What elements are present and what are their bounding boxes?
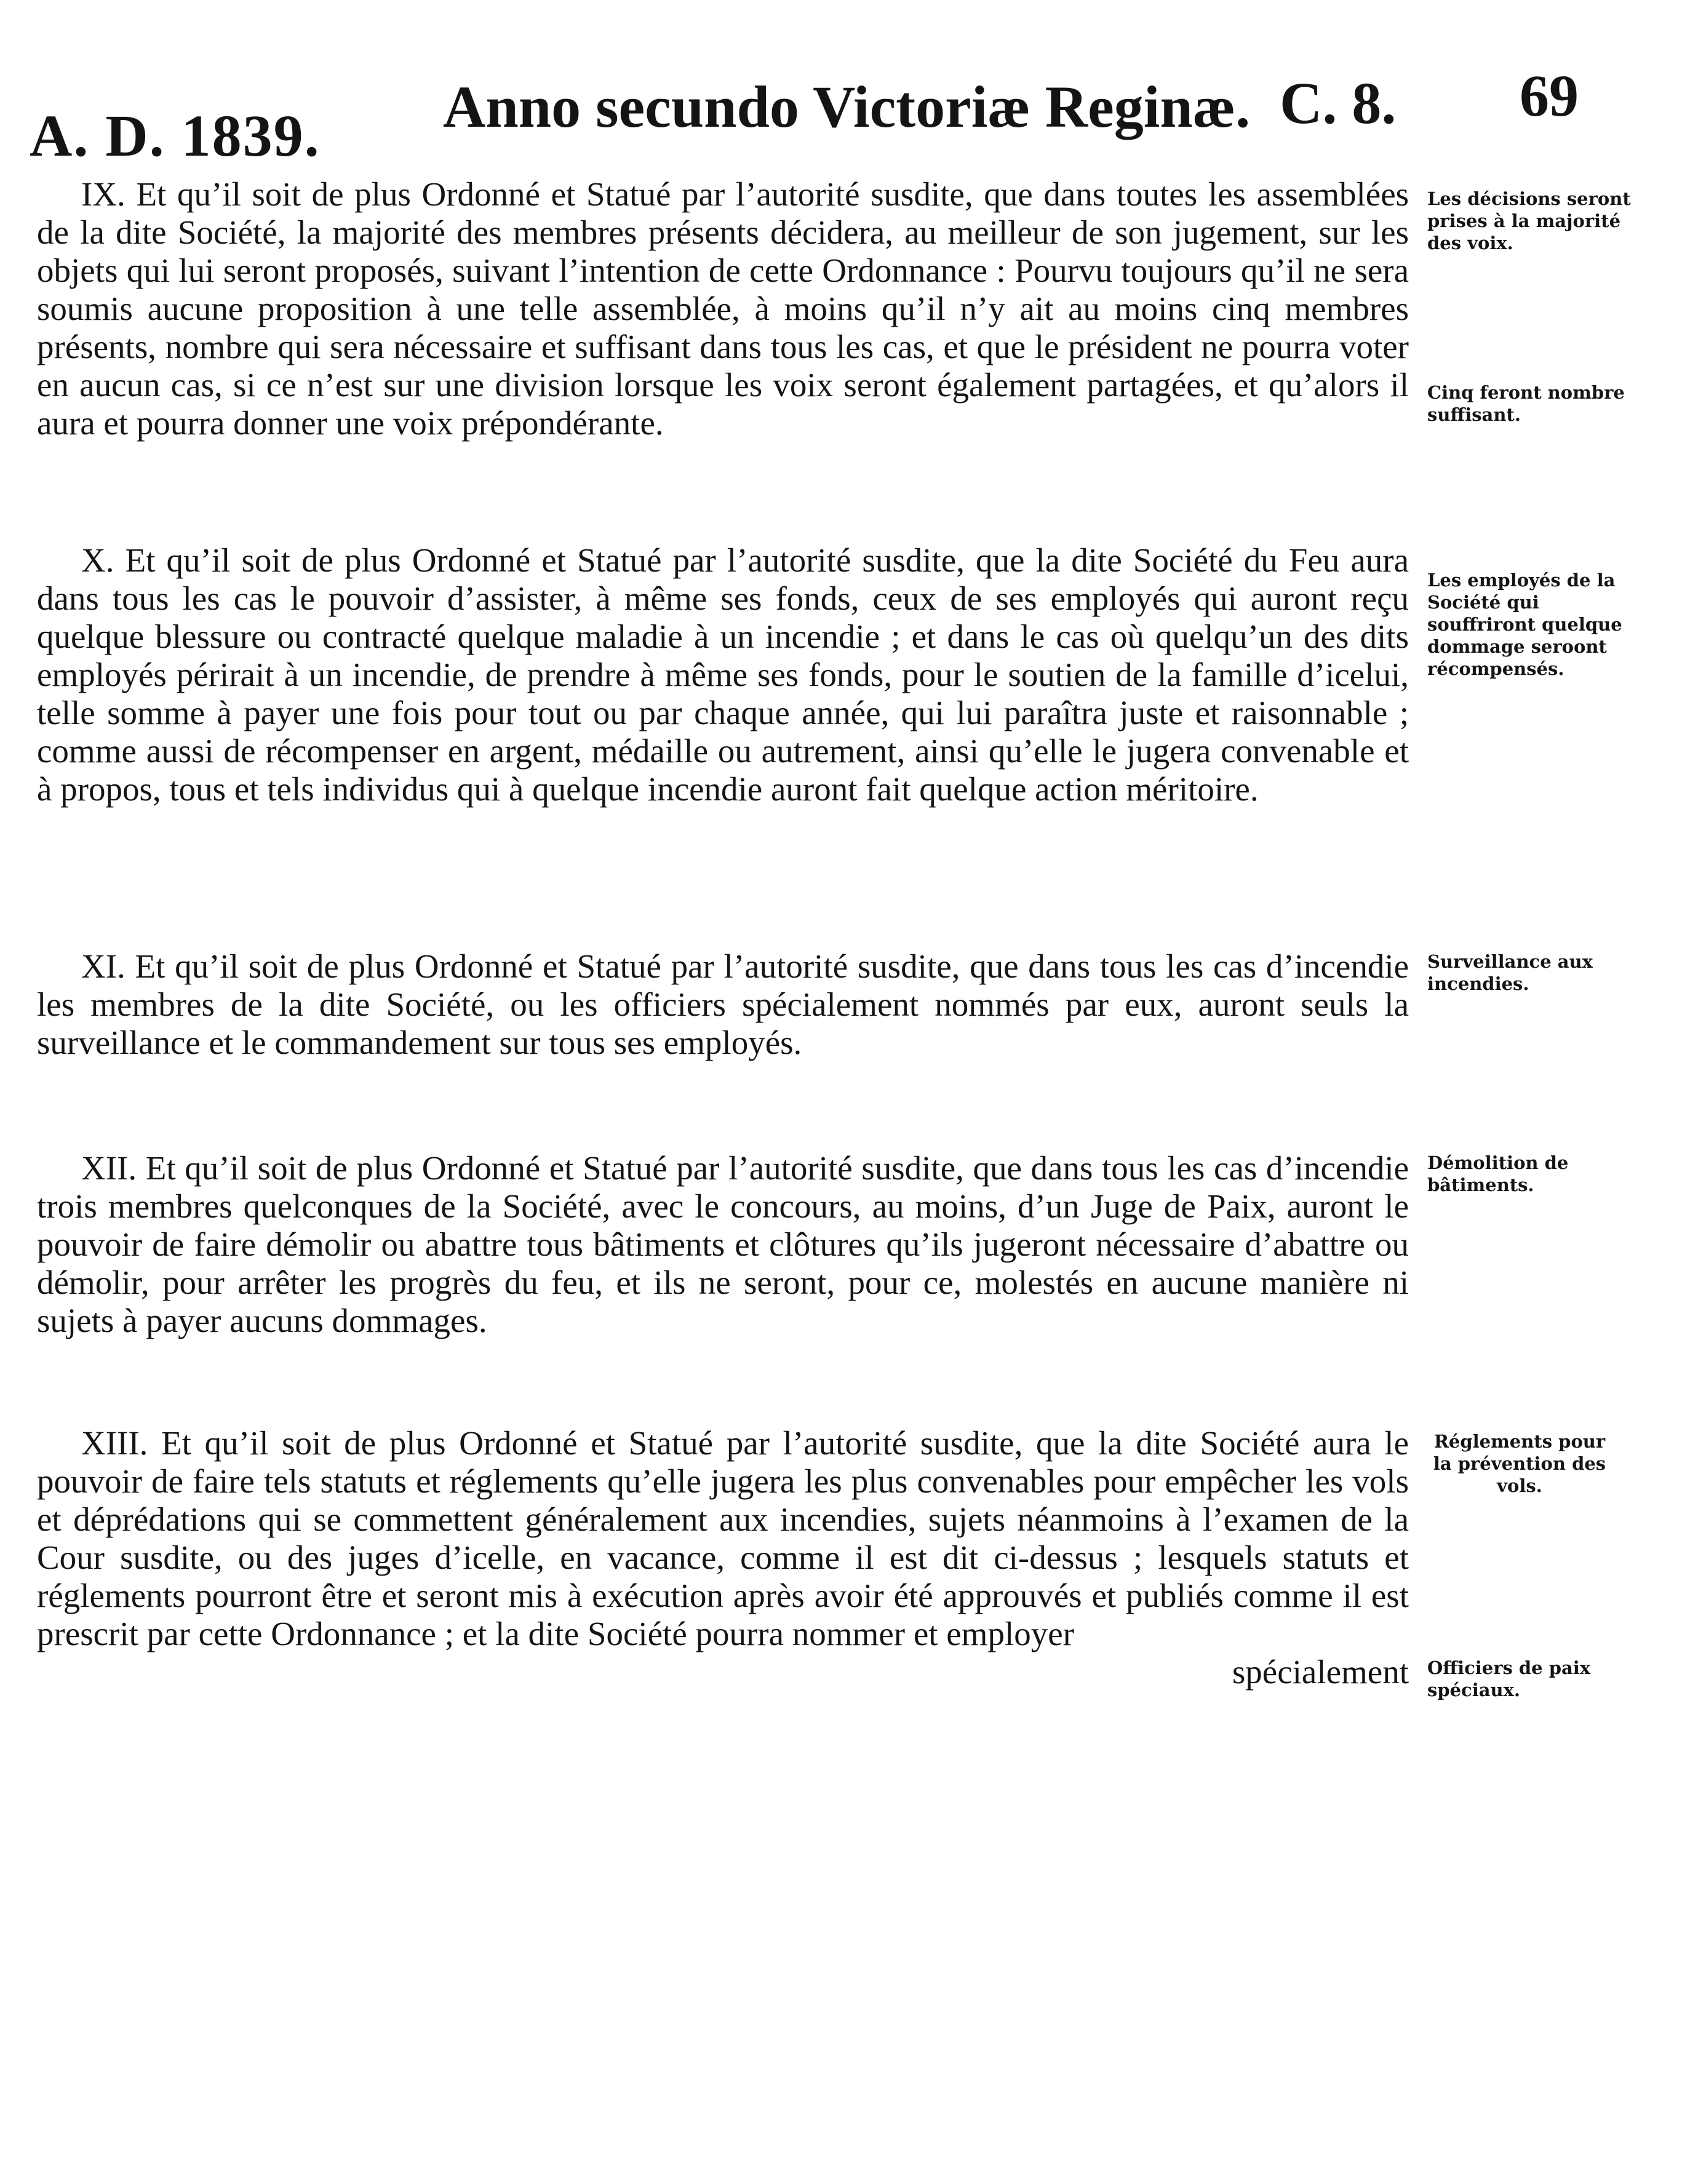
header-chapter: C. 8. bbox=[1280, 70, 1397, 136]
header-title: Anno secundo Victoriæ Reginæ. bbox=[443, 74, 1251, 140]
section-number: XIII. bbox=[81, 1424, 148, 1462]
section-number: X. bbox=[81, 541, 114, 579]
section-text: Et qu’il soit de plus Ordonné et Statué par l’autorité susdite, que la dite Société du Feu aura dans tous les cas le pouvoir d’assister, à même ses fonds, ceux de ses employés qui auront reçu quelque blessure ou contracté quelque maladie à un incendie ; et dans le cas où quelqu’un des dits employés périrait à un incendie, de prendre à même ses fonds, pour le soutien de la famille d’icelui, telle somme à payer une fois pour tout ou par chaque année, qui lui paraîtra juste et raisonnable ; comme aussi de récompenser en argent, médaille ou autrement, ainsi qu’elle le jugera convenable et à propos, tous et tels individus qui à quelque incendie auront fait quelque action méritoire. bbox=[37, 541, 1409, 808]
section-xii bbox=[37, 1149, 1409, 1340]
section-text: Et qu’il soit de plus Ordonné et Statué par l’autorité susdite, que la dite Société aura le pouvoir de faire tels statuts et réglements qu’elle jugera les plus convenables pour empêcher les vols et déprédations qui se commettent généralement aux incendies, sujets néanmoins à l’examen de la Cour susdite, ou des juges d’icelle, en vacance, comme il est dit ci-dessus ; lesquels statuts et réglements pourront être et seront mis à exécution après avoir été approuvés et publiés comme il est prescrit par cette Ordonnance ; et la dite Société pourra nommer et employer bbox=[37, 1424, 1409, 1652]
section-x bbox=[37, 541, 1409, 808]
margin-note-demolition: Démolition de bâtiments. bbox=[1427, 1152, 1569, 1195]
catchword: spécialement bbox=[1232, 1653, 1409, 1691]
section-xi bbox=[37, 947, 1409, 1062]
margin-note-quorum: Cinq feront nombre suffisant. bbox=[1427, 382, 1625, 425]
section-text: Et qu’il soit de plus Ordonné et Statué par l’autorité susdite, que dans tous les cas d’incendie les membres de la dite Société, ou les officiers spécialement nommés par eux, auront seuls la surveillance et le commandement sur tous ses employés. bbox=[37, 947, 1409, 1061]
header-year: A. D. 1839. bbox=[30, 103, 321, 169]
margin-note-employees: Les employés de la Société qui souffriront quelque dommage seroont récompensés. bbox=[1427, 570, 1622, 679]
section-text: Et qu’il soit de plus Ordonné et Statué par l’autorité susdite, que dans tous les cas d’incendie trois membres quelconques de la Société, avec le concours, au moins, d’un Juge de Paix, auront le pouvoir de faire démolir ou abattre tous bâtiments et clôtures qu’ils jugeront nécessaire d’abattre ou démolir, pour arrêter les progrès du feu, et ils ne seront, pour ce, molestés en aucune manière ni sujets à payer aucuns dommages. bbox=[37, 1149, 1409, 1339]
margin-note-regulations: Réglements pour la prévention des vols. bbox=[1433, 1431, 1606, 1496]
section-xiii bbox=[37, 1424, 1409, 1691]
section-ix bbox=[37, 175, 1409, 442]
section-number: IX. bbox=[81, 175, 126, 213]
margin-note-special-officers: Officiers de paix spéciaux. bbox=[1427, 1657, 1591, 1700]
margin-note-surveillance: Surveillance aux incendies. bbox=[1427, 951, 1593, 994]
page-number: 69 bbox=[1520, 63, 1579, 129]
section-number: XII. bbox=[81, 1149, 137, 1187]
running-header bbox=[0, 49, 1682, 172]
section-number: XI. bbox=[81, 947, 126, 985]
margin-note-majority: Les décisions seront prises à la majorité des voix. bbox=[1427, 188, 1631, 253]
section-text: Et qu’il soit de plus Ordonné et Statué par l’autorité susdite, que dans toutes les assemblées de la dite Société, la majorité des membres présents décidera, au meilleur de son jugement, sur les objets qui lui seront proposés, suivant l’intention de cette Ordonnance : Pourvu toujours qu’il ne sera soumis aucune proposition à une telle assemblée, à moins qu’il n’y ait au moins cinq membres présents, nombre qui sera nécessaire et suffisant dans tous les cas, et que le président ne pourra voter en aucun cas, si ce n’est sur une division lorsque les voix seront également partagées, et qu’alors il aura et pourra donner une voix prépondérante. bbox=[37, 175, 1409, 442]
